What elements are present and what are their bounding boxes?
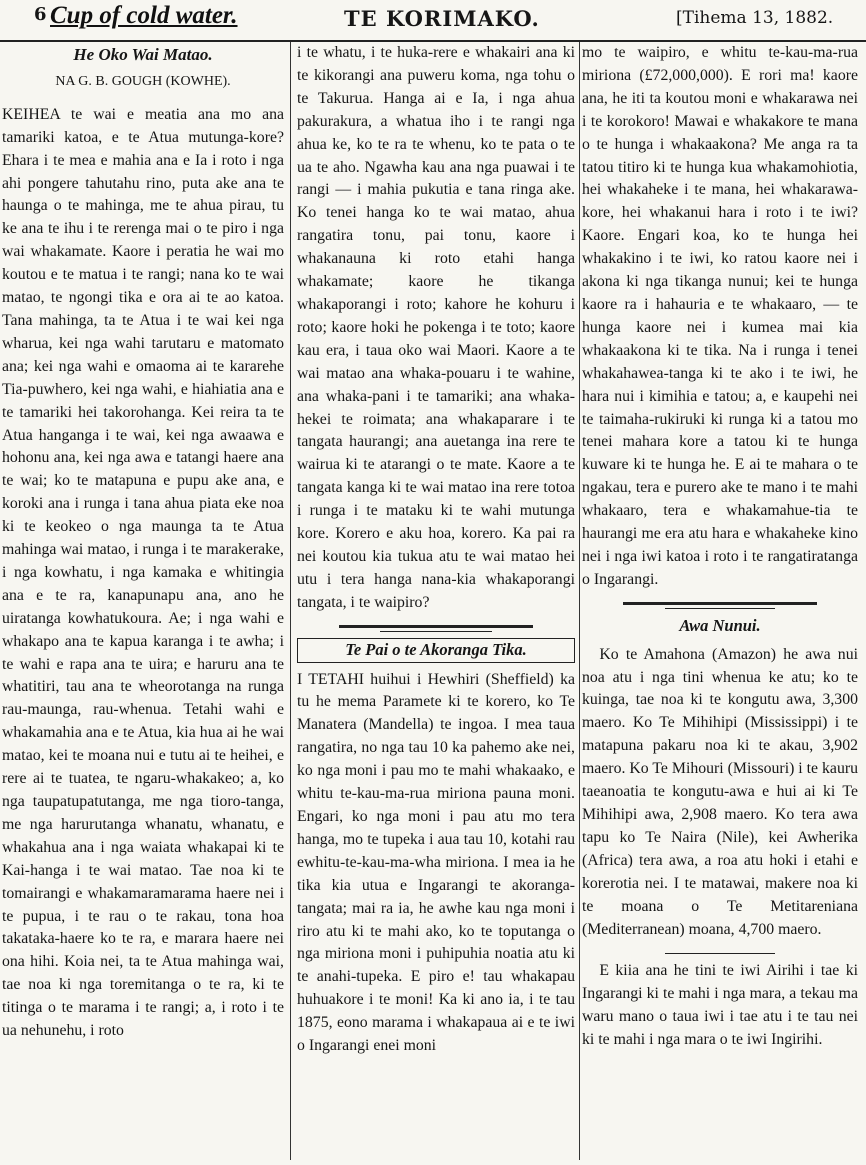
paragraph-divider xyxy=(665,953,775,954)
article-continuation: mo te waipiro, e whitu te-kau-ma-rua miriona (£72,000,000). E rori ma! kaore ana, he iti ta koutou moni e whakarawa nei i te korokoro! Mawai e whakakore te mana o te hunga i whakaakona? Me anga ra ta tatou titiro ki te hunga kua whakamohiotia, hei whakaheke i te mana, hei whakarawa-kore, hei whakanui hara i roto i te iwi? Kaore. Engari koa, ko te hunga hei whakakino i te iwi, ko ratou kaore nei i akona ki nga tikanga nunui; kei te hunga kaore ra i hahauria e te whakaaro, — te hunga kaore nei i kumea mai kia whakaakona ki te tika. Na i runga i tenei whakahawea-tanga ki te ako i te iwi, he hara nui i kimihia e tatou; a, e kaupehi nei te taimaha-rukiruki ki runga ki a tatou mo tenei mahara kore a tatou ki te hunga kuware ki te hunga he. E ai te mahara o te ngakau, tera e purero ake te mano i te mahi whakaaro, tera e whakamahue-tia te haurangi me era atu hara e whakaheke kino nei i nga iwi katoa i roto i te rangatiratanga o Ingarangi. xyxy=(582,44,858,588)
article-continuation: i te whatu, i te huka-rere e whakairi ana ki te kikorangi ana puweru koma, nga tohu o te Takurua. Hanga ai e Ia, i nga ahua pakurakura, a whatua iho i te rangi nga ahua ke, ko te ra te whenu, ko te pata o te ua te aho. Ngawha kau ana nga puawai i te rangi — i mahia pukutia e tana ringa ake. Ko tenei hanga ko te wai matao, ahua rangatira tonu, pai tonu, kaore i whakanauna ki roto etahi hanga whakamate; kaore he tikanga whakaporangi i roto; kahore he kohuru i roto; kaore hoki he pokenga i te toto; kaore kau era, i taua oko wai Maori. Kaore a te wai matao ana whaka-pouaru i te wahine, ana whaka-pani i te tamariki; ana whaka-hekei te roimata; ana whakaparare i te tangata haurangi; ana auetanga ina rere te wairua ki te atarangi o te mate. Kaore a te tangata kanga ki te wai matao ina rere totoa i runga i te mataku ki te wahi mutunga kore. Korero e aku hoa, korero. Ka pai ra nei koutou kia tukua atu te wai matao hei utu i tera hanga nana-kia whakaporangi tangata, i te waipiro? xyxy=(297,44,575,611)
column-divider xyxy=(290,42,291,1160)
column-2 xyxy=(297,42,575,1157)
page-number: 6 xyxy=(34,4,47,25)
section-body-akoranga: I TETAHI huihui i Hewhiri (Sheffield) ka tu he mema Paramete ki te korero, ko Te Manatera (Mandella) te ingoa. I mea taua rangatira, no nga tau 10 ka pahemo ake nei, ko nga moni i pau mo te mahi whakaako, e whitu te-kau-ma-rua miriona pauna moni. Engari, ko nga moni i pau atu mo tera hanga, mo te tupeka i aua tau 10, kotahi rau ewhitu-te-kau-ma-wha miriona. I mea ia he tika kia utua e Ingarangi te akoranga-tangata; mai ra ia, he awhe kau nga moni i riro atu ki te mahi ako, ko te toputanga o nga miriona moni i puhipuhia noatia atu ki te anahi-tupeka. E piro e! tau whakapau huhuakore i te moni! Ka ki ano ia, i te tau 1875, eono marama i whakapaua ai e te iwi o Ingarangi enei moni xyxy=(297,670,575,1055)
section-title-awa-nunui: Awa Nunui. xyxy=(679,615,761,635)
article-title: He Oko Wai Matao. xyxy=(73,45,213,64)
section-body-airihi: E kiia ana he tini te iwi Airihi i tae ki Ingarangi ki te mahi i nga mara, a tekau ma waru mano o taua iwi i tae atu i te tau nei ki te mahi i nga mara o te iwi Ingirihi. xyxy=(582,962,858,1049)
article-byline: NA G. B. GOUGH (KOWHE). xyxy=(55,73,231,89)
column-3 xyxy=(582,42,858,1157)
newspaper-title: TE KORIMAKO. xyxy=(344,6,540,31)
issue-date: [Tihema 13, 1882. xyxy=(676,8,834,28)
handwritten-annotation: Cup of cold water. xyxy=(50,2,238,29)
section-divider-thin xyxy=(380,631,491,632)
column-1 xyxy=(2,42,284,1157)
section-divider xyxy=(623,602,816,605)
section-divider xyxy=(339,625,534,628)
column-divider xyxy=(579,42,580,1160)
masthead xyxy=(0,0,866,42)
section-body-awa-nunui: Ko te Amahona (Amazon) he awa nui noa atu i nga tini whenua ke atu; ko te kuinga, tae noa ki te kongutu awa, 3,300 maero. Ko Te Mihihipi (Mississippi) i te matapuna pakaru noa ki te akau, 3,902 maero. Ko Te Mihouri (Missouri) i te kauru taeanoatia te kongutu-awa e hui ai ki Te Mihihipi awa, 2,908 maero. Ko tera awa tapu ko Te Naira (Nile), kei Awherika (Africa) tera awa, a roa atu hoki i etahi e korerotia nei. I te matawai, makere noa ki te moana o Te Metitareniana (Mediterranean) moana, 4,700 maero. xyxy=(582,645,858,938)
article-body: KEIHEA te wai e meatia ana mo ana tamariki katoa, e te Atua mutunga-kore? Ehara i te mea e mahia ana e Ia i roto i nga ahi pongere tahutahu rino, puta ake ana te haunga o te mahinga, me te ahua pirau, tu ke ana te ihu i te rerenga mai o te piro i nga wai whakamate. Kaore i peratia he wai mo koutou e te matua i te rangi; nana ko te wai matao, te ngongi tika e ora ai te ao katoa. Tana mahinga, ta te Atua i te wai kei nga wharua, kei nga wahi tarutaru e matomato ana; kei nga wahi e omaoma ai te kararehe Tia-puwhero, kei nga wahi, e hiahiatia ana e te tamariki hei takorohanga. Kei reira ta te Atua hanganga i te wai, kei nga awaawa e hohonu ana, kei nga awa e tatangi haere ana te wai; ko te matapuna e pupu ake ana, e koroki ana i runga i tana ahua piata eke noa ki te keokeo o nga maunga ta te Atua mahinga wai matao, i runga i te marakerake, i nga kowhatu, i nga kamaka e whitingia ana e te ra, kanapunapu ana, ano he uiratanga kowhatukoura. Ae; i nga wahi e whakapo ana te kapua karanga i te awha; i te wahi e rapa ana te uira; e haruru ana te whatitiri, tau ana te wheorotanga na runga rau-maunga, rau-whenua. Tetahi wahi e whakamahia ana e te Atua, kia hua ai he wai matao, kei te moana nui e tutu ai te heihei, e rere ai te tuatea, te ngaru-whakakeo; a, ko nga taupatupatutanga, me nga tioro-tanga, me nga harurutanga whanatu, whanatu, e whakahua ana i nga waiata whakapai ki te Kai-hanga i te wai matao. Tae noa ki te tomairangi e whakamaramarama haere nei i te pupua, i te rau o te rakau, tona hoa takataka-haere ko te ra, e marara haere nei ona hihi. Koia nei, ta te Atua mahinga wai, tae noa ki nga toremitanga o te ra, ki te titinga o te marama i te rangi; a, i roto i te ua nehunehu, i roto xyxy=(2,105,284,1040)
section-title-akoranga: Te Pai o te Akoranga Tika. xyxy=(297,638,575,663)
section-divider-thin xyxy=(665,608,775,609)
